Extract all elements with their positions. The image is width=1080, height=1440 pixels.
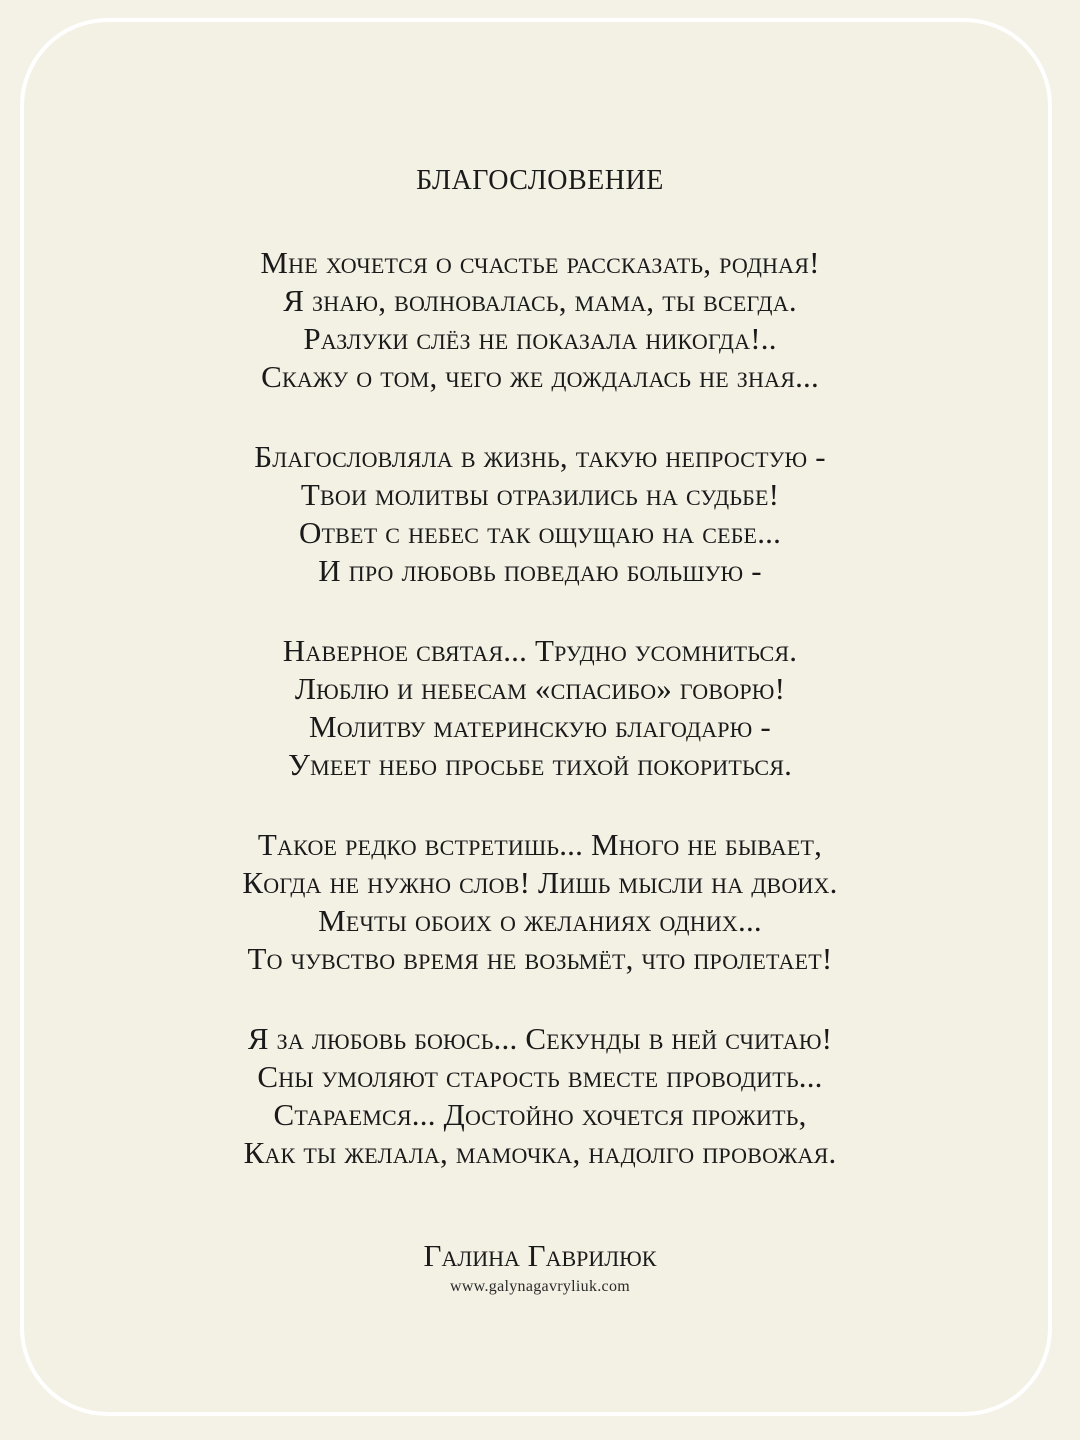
poem-line: Люблю и небесам «спасибо» говорю! (294, 671, 786, 706)
poem-line: Такое редко встретишь... Много не бывает, (257, 827, 823, 862)
poem-line: Разлуки слёз не показала никогда!.. (303, 321, 777, 356)
poem-line: И про любовь поведаю большую - (318, 553, 762, 588)
poem-line: Я за любовь боюсь... Секунды в ней считаю! (247, 1021, 833, 1056)
author-name: Галина Гаврилюк (423, 1238, 657, 1273)
poem-line: То чувство время не возьмёт, что пролетает! (247, 941, 833, 976)
poem-line: Благословляла в жизнь, такую непростую - (254, 439, 826, 474)
poem-line: Ответ с небес так ощущаю на себе... (298, 515, 782, 550)
poem-line: Когда не нужно слов! Лишь мысли на двоих. (242, 865, 838, 900)
stanza-4 (0, 826, 1080, 978)
stanza-2 (0, 438, 1080, 590)
poem-line: Умеет небо просьбе тихой покориться. (287, 747, 793, 782)
poem-line: Твои молитвы отразились на судьбе! (300, 477, 780, 512)
stanza-3 (0, 632, 1080, 784)
poem-title: БЛАГОСЛОВЕНИЕ (416, 165, 664, 196)
poem-line: Мечты обоих о желаниях одних... (318, 903, 762, 938)
stanza-5 (0, 1020, 1080, 1172)
poem-line: Скажу о том, чего же дождалась не зная... (261, 359, 819, 394)
poem-line: Молитву материнскую благодарю - (309, 709, 771, 744)
poem-line: Я знаю, волновалась, мама, ты всегда. (283, 283, 797, 318)
poem-line: Сны умоляют старость вместе проводить... (257, 1059, 823, 1094)
poem-line: Как ты желала, мамочка, надолго провожая. (243, 1135, 837, 1170)
poem-line: Мне хочется о счастье рассказать, родная! (260, 245, 820, 280)
poem-line: Стараемся... Достойно хочется прожить, (273, 1097, 807, 1132)
poem-line: Наверное святая... Трудно усомниться. (282, 633, 798, 668)
stanza-1 (0, 244, 1080, 396)
author-website[interactable]: www.galynagavryliuk.com (449, 1278, 631, 1295)
poem-body (0, 244, 1080, 1214)
